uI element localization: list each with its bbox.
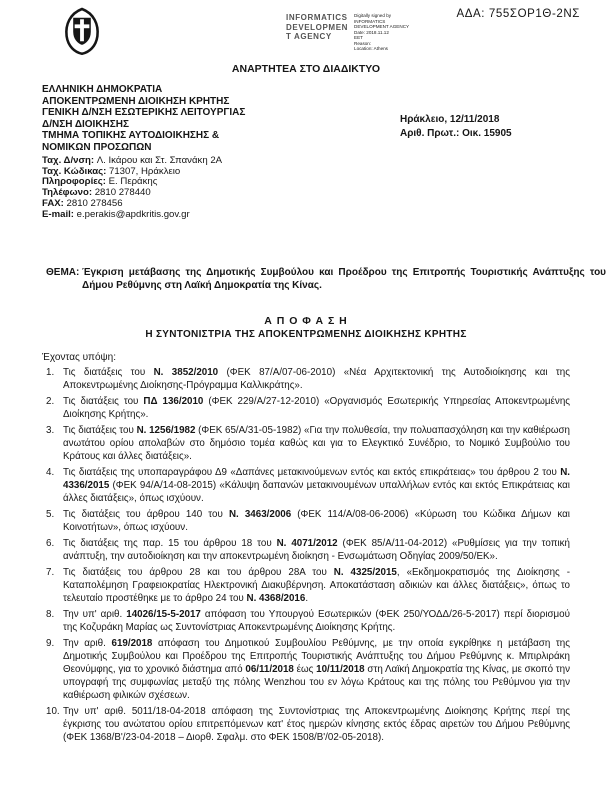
contact-label: Ταχ. Δ/νση: <box>42 155 97 166</box>
ida-agency-name <box>286 13 348 42</box>
item-number: 7. <box>46 567 55 578</box>
item-text-run: Τις διατάξεις του <box>63 367 154 378</box>
contact-value: e.perakis@apdkritis.gov.gr <box>76 208 190 220</box>
contact-label: FAX: <box>42 197 67 209</box>
decision-title: Α Π Ο Φ Α Σ Η <box>264 315 348 327</box>
list-item <box>46 366 570 392</box>
sender-line: ΑΠΟΚΕΝΤΡΩΜΕΝΗ ΔΙΟΙΚΗΣΗ ΚΡΗΤΗΣ <box>42 95 230 107</box>
contact-line <box>42 210 222 221</box>
item-number: 10. <box>46 706 60 717</box>
subject-label: ΘΕΜΑ: <box>46 267 80 278</box>
item-text-run: (ΦΕΚ 229/Α/27-12-2010) «Οργανισμός Εσωτερικής Υπηρεσίας Αποκεντρωμένης Διοίκησης Κρήτης». <box>63 396 570 420</box>
item-text-run: Τις διατάξεις του <box>63 396 144 407</box>
item-number: 3. <box>46 425 55 436</box>
contact-label: Ταχ. Κώδικας: <box>42 165 109 177</box>
contact-value: 71307, Ηράκλειο <box>108 165 181 177</box>
item-text-run: 619/2018 <box>111 638 153 649</box>
subject-text: Έγκριση μετάβασης της Δημοτικής Συμβούλου και Προέδρου της Επιτροπής Τουριστικής Ανάπτυξης του Δήμου Ρεθύμνης στη Λαϊκή Δημοκρατία της Κίνας. <box>82 267 606 291</box>
sender-line: Δ/ΝΣΗ ΔΙΟΙΚΗΣΗΣ <box>42 118 130 130</box>
item-text-run: ΠΔ 136/2010 <box>143 396 204 407</box>
item-text-run: Την αριθ. <box>63 638 112 649</box>
list-item <box>46 466 570 505</box>
item-text-run: Την υπ' αριθ. 5011/18-04-2018 απόφαση της Συντονίστριας της Αποκεντρωμένης Διοίκησης Κρήτης περί της έγκρισης του ανώτατου ορίου επιτρεπόμενων κατ' έτος ημερών κίνησης εκτός έδρας αιρετών του Δήμου Ρεθύμνης (ΦΕΚ 1368/Β'/23-04-2018 – Διορθ. Σφαλμ. στο ΦΕΚ 1508/Β'/02-05-2018). <box>63 706 570 743</box>
list-item <box>46 566 570 605</box>
item-text-run: Ν. 4336/2015 <box>63 467 570 491</box>
list-item <box>46 705 570 744</box>
signature-detail-line: Digitally signed by <box>354 13 392 18</box>
item-number: 6. <box>46 538 55 549</box>
list-item <box>46 424 570 463</box>
signature-detail-line: DEVELOPMENT AGENCY <box>354 24 410 29</box>
item-text-run: (ΦΕΚ 87/Α/07-06-2010) «Νέα Αρχιτεκτονική της Αυτοδιοίκησης και της Αποκεντρωμένης Διοίκησης-Πρόγραμμα Καλλικράτης». <box>63 367 570 391</box>
legal-items-list <box>46 366 570 747</box>
sender-line: ΝΟΜΙΚΩΝ ΠΡΟΣΩΠΩΝ <box>42 141 152 153</box>
item-text-run: 10/11/2018 <box>316 664 365 675</box>
contact-block <box>42 156 222 220</box>
list-item <box>46 508 570 534</box>
item-text-run: απόφαση του Υπουργού Εσωτερικών (ΦΕΚ 250/ΥΟΔΔ/26-5-2017) περί διορισμού της Κοζυράκη Μαρίας ως Συντονίστριας Αποκεντρωμένης Διοίκησης Κρήτης. <box>63 609 570 633</box>
reference-block <box>400 113 512 141</box>
item-number: 1. <box>46 367 55 378</box>
decision-subtitle: Η ΣΥΝΤΟΝΙΣΤΡΙΑ ΤΗΣ ΑΠΟΚΕΝΤΡΩΜΕΝΗΣ ΔΙΟΙΚΗΣΗΣ ΚΡΗΤΗΣ <box>145 329 467 340</box>
agency-name-line: INFORMATICS <box>286 13 348 22</box>
sender-line: ΓΕΝΙΚΗ Δ/ΝΣΗ ΕΣΩΤΕΡΙΚΗΣ ΛΕΙΤΟΥΡΓΙΑΣ <box>42 107 246 119</box>
signature-detail-line: Date: 2018.11.12 <box>354 29 389 35</box>
item-text-run: Ν. 4325/2015 <box>333 567 397 578</box>
item-text-run: Ν. 3852/2010 <box>153 367 219 378</box>
signature-detail-line: Location: Athens <box>354 46 388 51</box>
item-text-run: Τις διατάξεις της υποπαραγράφου Δ9 «Δαπάνες μετακινούμενων εντός και εκτός επικράτειας» του άρθρου 2 του <box>63 467 561 478</box>
item-text-run: Τις διατάξεις του άρθρου 140 του <box>63 509 229 520</box>
item-number: 5. <box>46 509 55 520</box>
signature-detail-line: INFORMATICS <box>354 18 386 24</box>
item-number: 9. <box>46 638 55 649</box>
item-text-run: Τις διατάξεις του <box>63 425 137 436</box>
item-number: 2. <box>46 396 55 407</box>
item-text-run: (ΦΕΚ 85/Α/11-04-2012) «Ρυθμίσεις για την τοπική ανάπτυξη, την αυτοδιοίκηση και την αποκεντρωμένη διοίκηση - Ενσωμάτωση Οδηγίας 2009/50/ΕΚ». <box>63 538 570 562</box>
item-text-run: 14026/15-5-2017 <box>126 609 201 620</box>
item-text-run: (ΦΕΚ 65/Α/31-05-1982) «Για την πολυθεσία, την πολυαπασχόληση και την καθιέρωση ανωτάτου ορίου απολαβών στο δημόσιο τομέα καθώς και για το Ελεγκτικό Συνέδριο, το Νομικό Συμβούλιο του Κράτους και άλλες διατάξεις». <box>63 425 570 462</box>
item-text-run: Τις διατάξεις του άρθρου 28 και του άρθρου 28Α του <box>63 567 334 578</box>
item-text-run: Ν. 3463/2006 <box>228 509 292 520</box>
posted-online-label: ΑΝΑΡΤΗΤΕΑ ΣΤΟ ΔΙΑΔΙΚΤΥΟ <box>231 63 381 75</box>
list-item <box>46 637 570 702</box>
preamble-label: Έχοντας υπόψη: <box>42 352 116 363</box>
item-text-run: . <box>305 593 309 604</box>
contact-label: E-mail: <box>42 208 77 220</box>
item-text-run: Ν. 4071/2012 <box>276 538 338 549</box>
contact-value: 2810 278440 <box>94 187 151 199</box>
item-text-run: στη Λαϊκή Δημοκρατία της Κίνας, με σκοπό την υπογραφή της συμφωνίας μεταξύ της πόλης Wenzhou του εν λόγω Κράτους και της πόλης του Ρεθύμνου για την καθιέρωση φιλικών σχέσεων. <box>63 664 570 701</box>
item-number: 4. <box>46 467 55 478</box>
agency-name-line: T AGENCY <box>286 32 332 41</box>
item-number: 8. <box>46 609 55 620</box>
item-text-run: Ν. 1256/1982 <box>136 425 196 436</box>
contact-label: Τηλέφωνο: <box>42 187 95 199</box>
ida-signature-details <box>354 13 432 52</box>
list-item <box>46 608 570 634</box>
subject-block <box>46 266 606 292</box>
national-emblem-icon <box>60 6 104 56</box>
list-item <box>46 537 570 563</box>
contact-value: Ε. Περάκης <box>108 176 158 188</box>
ada-number: ΑΔΑ: 755ΣΟΡ1Θ-2ΝΣ <box>456 8 580 20</box>
agency-name-line: DEVELOPMEN <box>286 22 349 32</box>
item-text-run: , «Εκδημοκρατισμός της Διοίκησης - Καταπολέμηση Γραφειοκρατίας Ηλεκτρονική Διακυβέρνηση. Αποκατάσταση αδικιών και άλλες διατάξεις», όπως το τελευταίο προστέθηκε με το άρθρο 24 του <box>63 567 570 604</box>
item-text-run: απόφαση του Δημοτικού Συμβουλίου Ρεθύμνης, με την οποία εγκρίθηκε η μετάβαση της Δημοτικής Συμβούλου και Προέδρου της Επιτροπής Τουριστικής Ανάπτυξης του Δήμου Ρεθύμνης κ. Μπιρλιράκη Θεονύμφης, για το χρονικό διάστημα από <box>63 638 570 675</box>
protocol-number: Αριθ. Πρωτ.: Οικ. 15905 <box>400 128 512 139</box>
sender-line: ΕΛΛΗΝΙΚΗ ΔΗΜΟΚΡΑΤΙΑ <box>42 84 163 95</box>
contact-value: 2810 278456 <box>66 197 123 209</box>
signature-detail-line: EET <box>354 35 363 40</box>
item-text-run: Τις διατάξεις της παρ. 15 του άρθρου 18 του <box>63 538 277 549</box>
ida-signature-stamp <box>286 13 432 52</box>
item-text-run: 06/11/2018 <box>245 664 294 675</box>
contact-value: Λ. Ικάρου και Στ. Σπανάκη 2Α <box>96 155 223 166</box>
sender-block <box>42 84 245 154</box>
signature-detail-line: Reason: <box>354 40 372 46</box>
list-item <box>46 395 570 421</box>
item-text-run: (ΦΕΚ 94/Α/14-08-2015) «Κάλυψη δαπανών μετακινουμένων υπαλλήλων εντός και εκτός Επικράτειας και άλλες διατάξεις», όπως ισχύουν. <box>63 480 570 504</box>
place-date: Ηράκλειο, 12/11/2018 <box>400 114 500 125</box>
item-text-run: Την υπ' αριθ. <box>63 609 127 620</box>
item-text-run: έως <box>293 664 317 675</box>
contact-label: Πληροφορίες: <box>42 176 109 188</box>
sender-line: ΤΜΗΜΑ ΤΟΠΙΚΗΣ ΑΥΤΟΔΙΟΙΚΗΣΗΣ & <box>42 130 220 142</box>
item-text-run: Ν. 4368/2016 <box>246 593 306 604</box>
item-text-run: (ΦΕΚ 114/Α/08-06-2006) «Κύρωση του Κώδικα Δήμων και Κοινοτήτων», όπως ισχύουν. <box>63 509 570 533</box>
